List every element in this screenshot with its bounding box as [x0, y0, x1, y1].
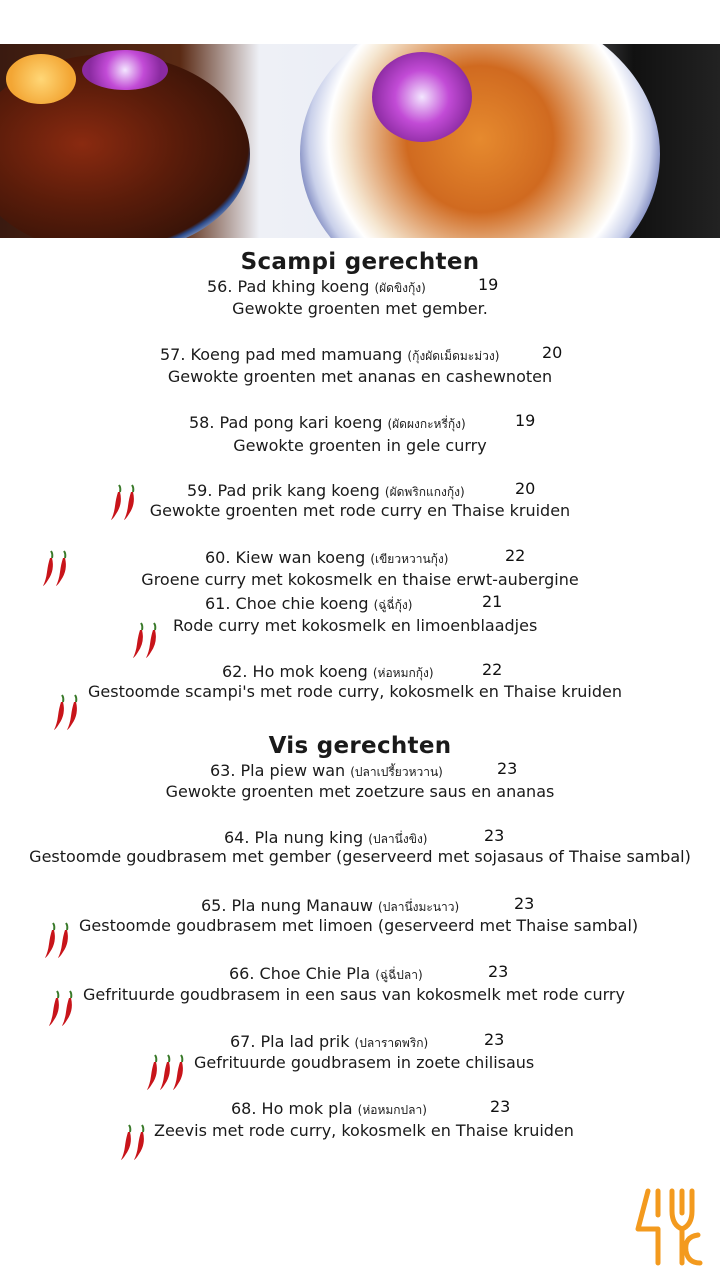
menu-item-description: Gefrituurde goudbrasem in een saus van kokosmelk met rode curry [83, 985, 625, 1004]
chili-pepper-icon [123, 484, 136, 522]
menu-item-thai-name: (ปลานึ่งขิง) [368, 832, 428, 846]
chili-pepper-icon [42, 550, 55, 588]
chili-pepper-icon [132, 622, 145, 660]
menu-item-title [210, 761, 443, 782]
menu-item-title [231, 1099, 427, 1120]
menu-item-thai-name: (ปลานึ่งมะนาว) [378, 900, 460, 914]
menu-item-name: 60. Kiew wan koeng [205, 548, 371, 567]
chili-pepper-icon [159, 1054, 172, 1092]
menu-item-description: Gefrituurde goudbrasem in zoete chilisaus [194, 1053, 535, 1072]
chili-pepper-icon [145, 622, 158, 660]
menu-item-name: 65. Pla nung Manauw [201, 896, 379, 915]
section-title-scampi: Scampi gerechten [240, 249, 480, 275]
chili-pepper-icon [146, 1054, 159, 1092]
menu-item-title [229, 964, 423, 985]
menu-item-price: 19 [515, 411, 536, 430]
menu-item-title [207, 277, 426, 298]
menu-item-description: Rode curry met kokosmelk en limoenblaadjes [173, 616, 538, 635]
spice-level-indicator [110, 484, 136, 524]
menu-item-thai-name: (กุ้งผัดเม็ดมะม่วง) [407, 349, 500, 363]
chili-pepper-icon [66, 694, 79, 732]
menu-item-thai-name: (ผัดผงกะหรี่กุ้ง) [387, 417, 466, 431]
menu-item-description: Gewokte groenten met ananas en cashewnoten [167, 367, 553, 386]
menu-item-price: 23 [484, 826, 505, 845]
menu-item-title [189, 413, 466, 434]
menu-item-thai-name: (ผัดพริกแกงกุ้ง) [384, 485, 465, 499]
spice-level-indicator [146, 1054, 185, 1094]
chili-pepper-icon [53, 694, 66, 732]
chili-pepper-icon [61, 990, 74, 1028]
menu-item-description: Gestoomde goudbrasem met limoen (geserveerd met Thaise sambal) [79, 916, 639, 935]
lemon-slice [6, 54, 76, 104]
menu-item-description: Groene curry met kokosmelk en thaise erwt-aubergine [141, 570, 579, 589]
menu-item-name: 62. Ho mok koeng [222, 662, 373, 681]
restaurant-logo [632, 1185, 704, 1269]
chili-pepper-icon [55, 550, 68, 588]
section-title-vis: Vis gerechten [268, 733, 452, 759]
chili-pepper-icon [48, 990, 61, 1028]
menu-item-price: 23 [490, 1097, 511, 1116]
chili-pepper-icon [57, 922, 70, 960]
spice-level-indicator [48, 990, 74, 1030]
menu-item-thai-name: (ผัดขิงกุ้ง) [374, 281, 426, 295]
menu-item-price: 20 [542, 343, 563, 362]
menu-item-name: 66. Choe Chie Pla [229, 964, 376, 983]
menu-item-title [222, 662, 434, 683]
menu-item-price: 23 [497, 759, 518, 778]
spice-level-indicator [120, 1124, 146, 1164]
menu-item-name: 56. Pad khing koeng [207, 277, 375, 296]
menu-item-thai-name: (ห่อหมกกุ้ง) [372, 666, 434, 680]
menu-item-price: 22 [482, 660, 503, 679]
spice-level-indicator [53, 694, 79, 734]
menu-item-name: 58. Pad pong kari koeng [189, 413, 388, 432]
menu-item-title [160, 345, 499, 366]
menu-item-name: 63. Pla piew wan [210, 761, 351, 780]
menu-item-description: Zeevis met rode curry, kokosmelk en Thaise kruiden [154, 1121, 574, 1140]
menu-item-price: 23 [488, 962, 509, 981]
menu-item-title [230, 1032, 428, 1053]
chili-pepper-icon [120, 1124, 133, 1162]
menu-item-description: Gestoomde scampi's met rode curry, kokosmelk en Thaise kruiden [88, 682, 622, 701]
orchid-flower-right [372, 52, 472, 142]
spice-level-indicator [44, 922, 70, 962]
spice-level-indicator [132, 622, 158, 662]
menu-item-name: 64. Pla nung king [224, 828, 369, 847]
chili-pepper-icon [172, 1054, 185, 1092]
dish-photo-right [300, 44, 660, 238]
menu-item-title [201, 896, 459, 917]
menu-item-name: 68. Ho mok pla [231, 1099, 358, 1118]
menu-item-title [224, 828, 427, 849]
menu-item-thai-name: (ห่อหมกปลา) [357, 1103, 427, 1117]
orchid-flower-left [82, 50, 168, 90]
menu-item-thai-name: (ปลาราดพริก) [354, 1036, 429, 1050]
menu-item-description: Gewokte groenten met zoetzure saus en ananas [165, 782, 555, 801]
menu-item-thai-name: (ฉู่ฉี่กุ้ง) [373, 598, 413, 612]
menu-item-thai-name: (เขียวหวานกุ้ง) [370, 552, 449, 566]
menu-item-name: 61. Choe chie koeng [205, 594, 374, 613]
menu-item-description: Gestoomde goudbrasem met gember (geserveerd met sojasaus of Thaise sambal) [29, 847, 691, 866]
menu-item-title [205, 594, 412, 615]
food-banner-image [0, 44, 720, 238]
menu-item-price: 19 [478, 275, 499, 294]
chili-pepper-icon [110, 484, 123, 522]
menu-item-price: 21 [482, 592, 503, 611]
menu-item-thai-name: (ปลาเปรี้ยวหวาน) [350, 765, 443, 779]
spice-level-indicator [42, 550, 68, 590]
menu-item-name: 67. Pla lad prik [230, 1032, 355, 1051]
menu-item-thai-name: (ฉู่ฉี่ปลา) [375, 968, 423, 982]
chili-pepper-icon [133, 1124, 146, 1162]
menu-item-description: Gewokte groenten met gember. [232, 299, 488, 318]
menu-item-name: 59. Pad prik kang koeng [187, 481, 385, 500]
menu-item-price: 23 [514, 894, 535, 913]
menu-item-price: 23 [484, 1030, 505, 1049]
menu-item-title [187, 481, 465, 502]
menu-item-description: Gewokte groenten in gele curry [233, 436, 487, 455]
menu-item-price: 22 [505, 546, 526, 565]
menu-item-price: 20 [515, 479, 536, 498]
chili-pepper-icon [44, 922, 57, 960]
menu-item-name: 57. Koeng pad med mamuang [160, 345, 408, 364]
menu-item-title [205, 548, 448, 569]
menu-item-description: Gewokte groenten met rode curry en Thaise kruiden [149, 501, 571, 520]
